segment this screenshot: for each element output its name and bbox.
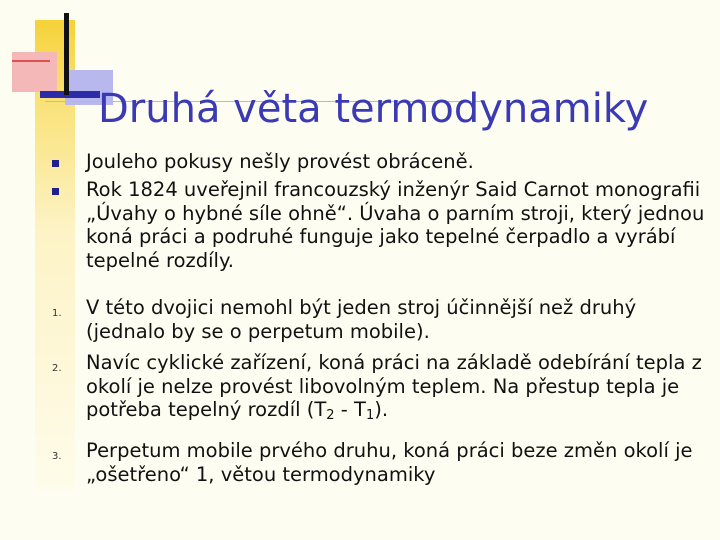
subscript: 2: [326, 408, 335, 423]
decor-blue-bar: [40, 91, 100, 98]
text-part: - T: [334, 398, 366, 421]
list-number: 1.: [52, 308, 62, 319]
list-number: 2.: [52, 363, 62, 374]
list-item-text: V této dvojici nemohl být jeden stroj účinnější než druhý (jednalo by se o perpetum mobile).: [86, 296, 637, 343]
list-item-text: Jouleho pokusy nešly provést obráceně.: [86, 150, 474, 173]
list-item: [0, 150, 720, 178]
list-item-text: Perpetum mobile prvého druhu, koná práci beze změn okolí je „ošetřeno“ 1, větou termodynamiky: [86, 439, 693, 486]
text-part: ).: [374, 398, 389, 421]
decor-vertical-line: [64, 13, 69, 95]
bullet-icon: [52, 160, 59, 167]
list-item-text: [86, 351, 706, 422]
slide-content: [0, 150, 720, 491]
list-item-text: Rok 1824 uveřejnil francouzský inženýr Said Carnot monografii „Úvahy o hybné síle ohně“. Úvaha o parním stroji, který jednou koná práci a podruhé funguje jako tepelné čerpadlo a vyrábí tepelné rozdíly.: [86, 178, 705, 272]
list-number: 3.: [52, 451, 62, 462]
subscript: 1: [365, 408, 375, 423]
decor-pink-line: [12, 60, 50, 62]
bullet-icon: [52, 188, 59, 195]
list-item: [0, 296, 720, 351]
list-item: [0, 351, 720, 439]
slide-title: Druhá věta termodynamiky: [98, 86, 649, 132]
decor-pink-square: [12, 52, 57, 92]
text-part: Navíc cyklické zařízení, koná práci na základě odebírání tepla z okolí je nelze provést libovolným teplem. Na přestup tepla je potřeba tepelný rozdíl (T: [86, 351, 702, 421]
list-item: [0, 178, 720, 296]
list-item: [0, 439, 720, 491]
